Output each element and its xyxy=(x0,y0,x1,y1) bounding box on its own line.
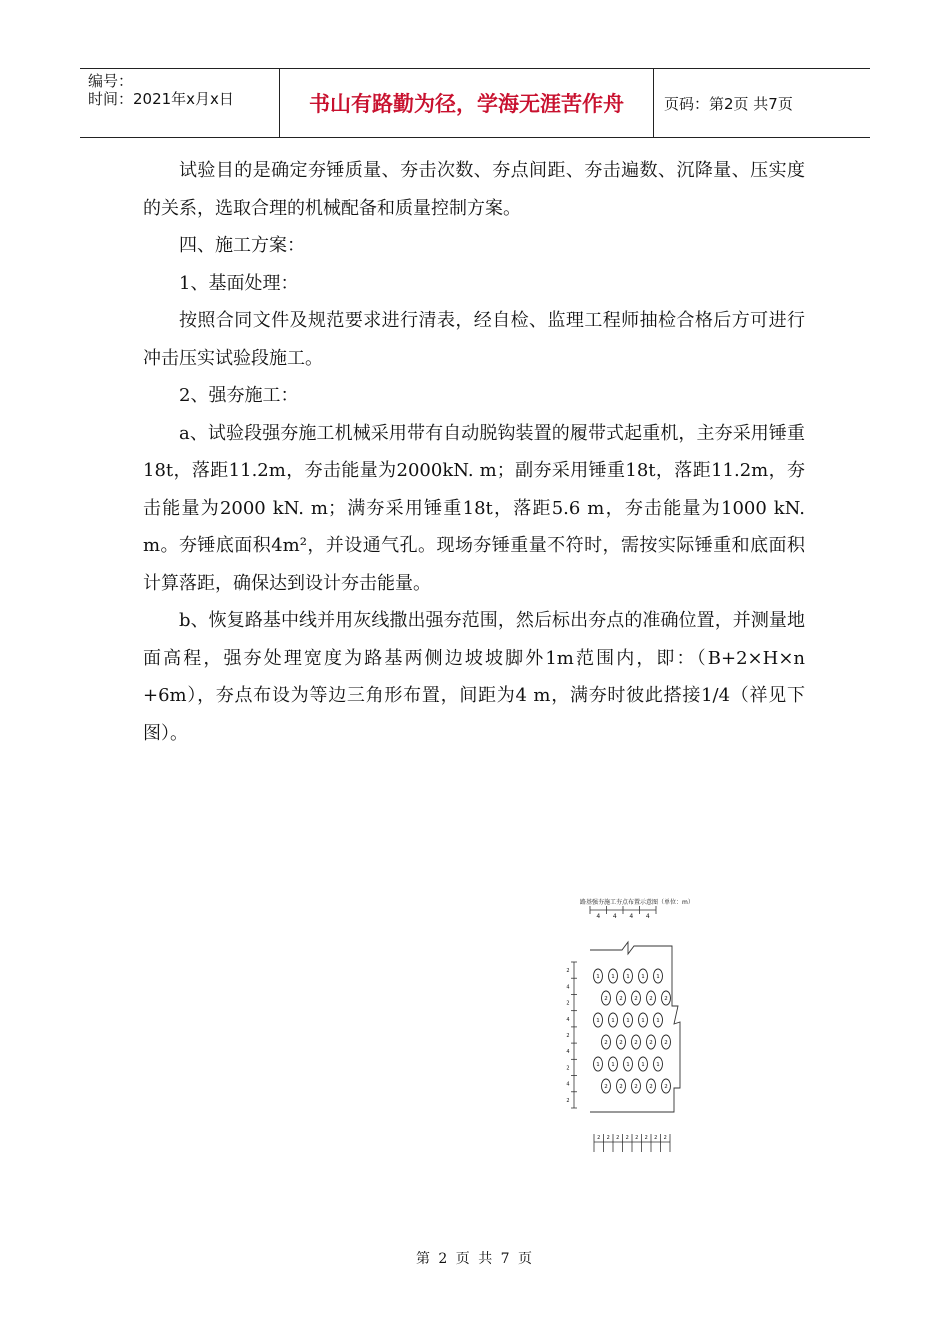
tamping-point-label: 1 xyxy=(656,1018,660,1024)
left-dim-label: 4 xyxy=(566,1016,570,1023)
tamping-point-label: 1 xyxy=(611,1018,615,1024)
paragraph-purpose: 试验目的是确定夯锤质量、夯击次数、夯点间距、夯击遍数、沉降量、压实度的关系，选取合理的机械配备和质量控制方案。 xyxy=(143,160,805,219)
tamping-point-label: 2 xyxy=(604,996,608,1002)
bottom-dim-label: 2 xyxy=(663,1135,667,1141)
paragraph-base: 按照合同文件及规范要求进行清表，经自检、监理工程师抽检合格后方可进行冲击压实试验段施工。 xyxy=(143,310,805,369)
tamping-point-label: 2 xyxy=(604,1040,608,1046)
tamping-point-label: 2 xyxy=(649,1084,653,1090)
paragraph-compaction-a: a、试验段强夯施工机械采用带有自动脱钩装置的履带式起重机，主夯采用锤重18t，落距11.2m，夯击能量为2000kN. m；副夯采用锤重18t，落距11.2m，夯击能量为2000 kN. m；满夯采用锤重18t，落距5.6 m，夯击能量为1000 kN. m。夯锤底面积4m²，并设通气孔。现场夯锤重量不符时，需按实际锤重和底面积计算落距，确保达到设计夯击能量。 xyxy=(143,422,805,594)
paragraph-compaction-b: b、恢复路基中线并用灰线撒出强夯范围，然后标出夯点的准确位置，并测量地面高程，强夯处理宽度为路基两侧边坡坡脚外1m范围内，即：（B+2×H×n +6m），夯点布设为等边三角形布置，间距为4 m，满夯时彼此搭接1/4（祥见下图）。 xyxy=(143,610,805,744)
tamping-point-label: 1 xyxy=(641,1062,645,1068)
bottom-dimension-group xyxy=(594,1134,670,1152)
tamping-point-label: 2 xyxy=(619,1040,623,1046)
tamping-point-label: 1 xyxy=(596,1062,600,1068)
bottom-dim-label: 2 xyxy=(644,1135,648,1141)
tamping-points-group xyxy=(594,969,671,1093)
tamping-point-label: 2 xyxy=(649,1040,653,1046)
left-dim-label: 4 xyxy=(566,984,570,991)
page-header xyxy=(80,68,870,138)
tamping-point-label: 2 xyxy=(634,1084,638,1090)
top-dim-label: 4 xyxy=(612,913,617,920)
tamping-point-label: 2 xyxy=(634,996,638,1002)
tamping-point-label: 1 xyxy=(626,974,630,980)
section-heading-plan: 四、施工方案： xyxy=(179,235,305,256)
left-dim-label: 2 xyxy=(566,1097,570,1104)
left-dim-label: 2 xyxy=(566,1065,570,1072)
bottom-dim-label: 2 xyxy=(635,1135,639,1141)
top-dim-label: 4 xyxy=(596,913,601,920)
header-page-info: 页码：第2页 共7页 xyxy=(664,94,793,113)
tamping-point-label: 2 xyxy=(619,996,623,1002)
code-label: 编号： xyxy=(88,72,134,90)
tamping-point-label: 2 xyxy=(619,1084,623,1090)
tamping-point-label: 1 xyxy=(596,1018,600,1024)
tamping-point-label: 1 xyxy=(641,974,645,980)
bottom-dim-label: 2 xyxy=(654,1135,658,1141)
left-dimension-group xyxy=(566,962,577,1108)
tamping-point-label: 2 xyxy=(649,996,653,1002)
top-dimension-group xyxy=(590,906,656,920)
subheading-compaction: 2、强夯施工： xyxy=(179,385,299,406)
bottom-dim-label: 2 xyxy=(616,1135,620,1141)
bottom-dim-label: 2 xyxy=(597,1135,601,1141)
tamping-point-label: 1 xyxy=(611,974,615,980)
tamping-point-label: 2 xyxy=(664,996,668,1002)
left-dim-label: 2 xyxy=(566,1000,570,1007)
tamping-point-label: 2 xyxy=(664,1084,668,1090)
page-footer: 第 2 页 共 7 页 xyxy=(415,1251,535,1267)
tamping-point-label: 1 xyxy=(641,1018,645,1024)
tamping-point-label: 2 xyxy=(634,1040,638,1046)
tamping-layout-figure xyxy=(560,890,695,1160)
left-dim-label: 2 xyxy=(566,1033,570,1039)
tamping-point-label: 2 xyxy=(604,1084,608,1090)
left-dim-label: 4 xyxy=(566,1081,570,1088)
header-meta xyxy=(80,69,280,137)
figure-title: 路基强夯施工夯点布置示意图（单位：m） xyxy=(580,899,694,906)
tamping-point-label: 1 xyxy=(656,974,660,980)
tamping-point-label: 1 xyxy=(656,1062,660,1068)
document-body xyxy=(143,152,805,752)
tamping-point-label: 1 xyxy=(596,974,600,980)
tamping-point-label: 2 xyxy=(664,1040,668,1046)
bottom-dim-label: 2 xyxy=(625,1135,629,1141)
left-dim-label: 2 xyxy=(566,968,570,975)
tamping-point-label: 1 xyxy=(626,1018,630,1024)
subheading-base: 1、基面处理： xyxy=(179,272,299,294)
bottom-dim-label: 2 xyxy=(606,1135,610,1141)
top-dim-label: 4 xyxy=(629,913,634,920)
tamping-point-label: 1 xyxy=(626,1062,630,1068)
top-dim-label: 4 xyxy=(645,913,650,920)
left-dim-label: 4 xyxy=(566,1049,570,1056)
time-label: 时间：2021年x月x日 xyxy=(88,90,234,108)
header-motto: 书山有路勤为径，学海无涯苦作舟 xyxy=(280,69,654,137)
tamping-point-label: 1 xyxy=(611,1062,615,1068)
